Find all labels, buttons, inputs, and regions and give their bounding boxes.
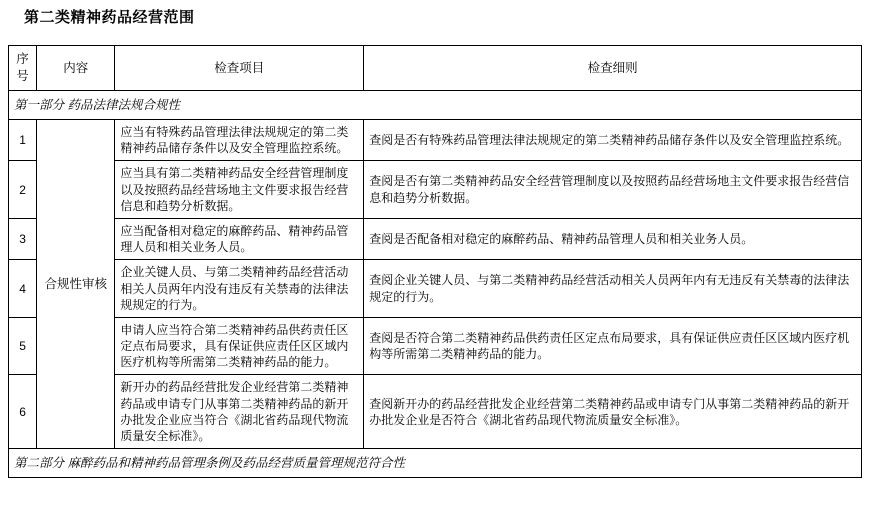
category-cell: 合规性审核 bbox=[37, 120, 115, 449]
row-number: 2 bbox=[9, 161, 37, 219]
table-header bbox=[9, 46, 862, 91]
column-header-item: 检查项目 bbox=[115, 46, 364, 91]
table-row bbox=[9, 218, 862, 259]
section-row-part-two bbox=[9, 449, 862, 478]
section-label: 第一部分 药品法律法规合规性 bbox=[9, 91, 862, 120]
inspection-rule: 查阅企业关键人员、与第二类精神药品经营活动相关人员两年内有无违反有关禁毒的法律法规定的行为。 bbox=[364, 260, 862, 318]
inspection-rule: 查阅是否有第二类精神药品安全经营管理制度以及按照药品经营场地主文件要求报告经营信息和趋势分析数据。 bbox=[364, 161, 862, 219]
inspection-rule: 查阅是否配备相对稳定的麻醉药品、精神药品管理人员和相关业务人员。 bbox=[364, 218, 862, 259]
table-row bbox=[9, 260, 862, 318]
column-header-rule: 检查细则 bbox=[364, 46, 862, 91]
inspection-item: 企业关键人员、与第二类精神药品经营活动相关人员两年内没有违反有关禁毒的法律法规规定的行为。 bbox=[115, 260, 364, 318]
section-label: 第二部分 麻醉药品和精神药品管理条例及药品经营质量管理规范符合性 bbox=[9, 449, 862, 478]
page-title: 第二类精神药品经营范围 bbox=[24, 9, 195, 26]
inspection-item: 应当配备相对稳定的麻醉药品、精神药品管理人员和相关业务人员。 bbox=[115, 218, 364, 259]
table-row bbox=[9, 375, 862, 449]
column-header-content: 内容 bbox=[37, 46, 115, 91]
row-number: 3 bbox=[9, 218, 37, 259]
inspection-rule: 查阅是否有特殊药品管理法律法规规定的第二类精神药品储存条件以及安全管理监控系统。 bbox=[364, 120, 862, 161]
table-row bbox=[9, 161, 862, 219]
section-row-part-one bbox=[9, 91, 862, 120]
row-number: 6 bbox=[9, 375, 37, 449]
table-body bbox=[9, 91, 862, 478]
row-number: 5 bbox=[9, 317, 37, 375]
inspection-rule: 查阅新开办的药品经营批发企业经营第二类精神药品或申请专门从事第二类精神药品的新开办批发企业是否符合《湖北省药品现代物流质量安全标准》。 bbox=[364, 375, 862, 449]
inspection-item: 应当具有第二类精神药品安全经营管理制度以及按照药品经营场地主文件要求报告经营信息和趋势分析数据。 bbox=[115, 161, 364, 219]
inspection-table bbox=[8, 45, 862, 478]
inspection-rule: 查阅是否符合第二类精神药品供药责任区定点布局要求，具有保证供应责任区区域内医疗机构等所需第二类精神药品的能力。 bbox=[364, 317, 862, 375]
inspection-item: 新开办的药品经营批发企业经营第二类精神药品或申请专门从事第二类精神药品的新开办批发企业应当符合《湖北省药品现代物流质量安全标准》。 bbox=[115, 375, 364, 449]
row-number: 4 bbox=[9, 260, 37, 318]
column-header-no: 序号 bbox=[9, 46, 37, 91]
table-header-row bbox=[9, 46, 862, 91]
table-row bbox=[9, 317, 862, 375]
inspection-item: 应当有特殊药品管理法律法规规定的第二类精神药品储存条件以及安全管理监控系统。 bbox=[115, 120, 364, 161]
inspection-item: 申请人应当符合第二类精神药品供药责任区定点布局要求，具有保证供应责任区区域内医疗机构等所需第二类精神药品的能力。 bbox=[115, 317, 364, 375]
table-row bbox=[9, 120, 862, 161]
row-number: 1 bbox=[9, 120, 37, 161]
